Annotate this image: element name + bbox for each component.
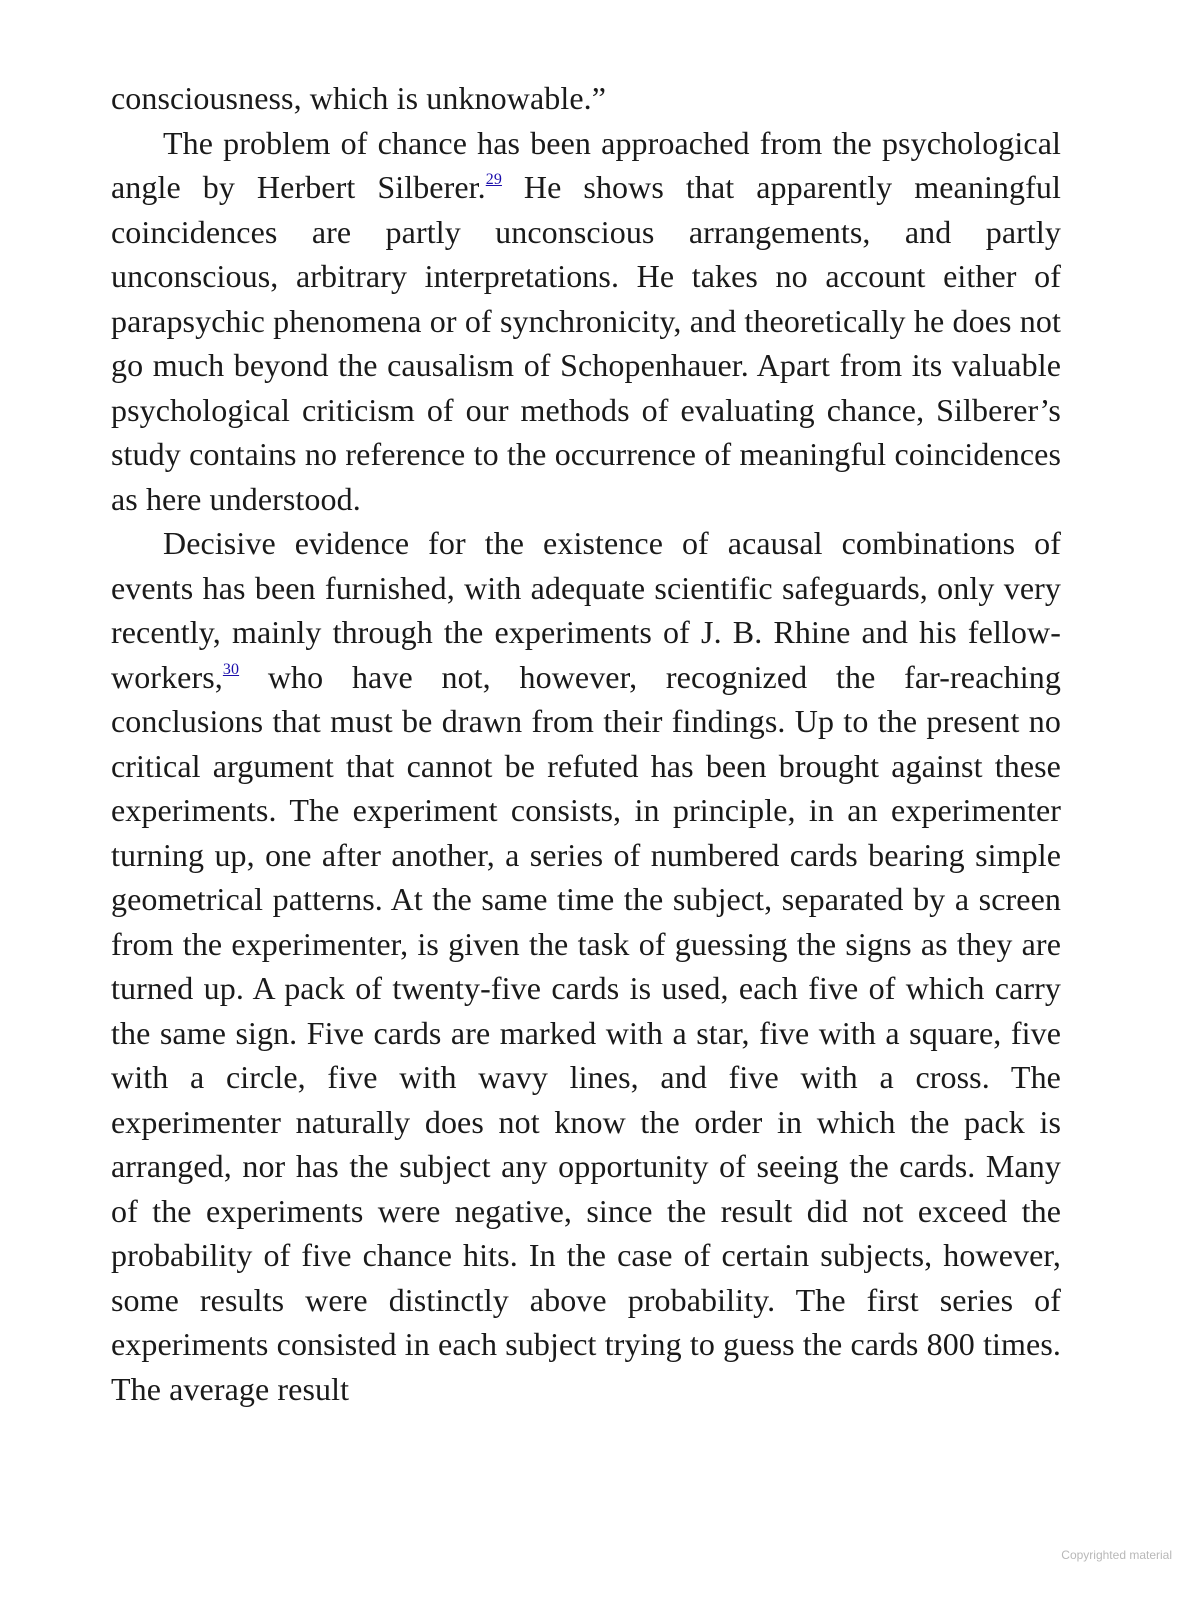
copyright-watermark: Copyrighted material (1061, 1548, 1172, 1562)
paragraph-text: He shows that apparently meaningful coincidences are partly unconscious arrangements, and partly unconscious, arbitrary interpretations. He takes no account either of parapsychic phenomena or of synchronicity, and theoretically he does not go much beyond the causalism of Schopenhauer. Apart from its valuable psychological criticism of our methods of evaluating chance, Silberer’s study contains no reference to the occurrence of meaningful coincidences as here understood. (111, 169, 1061, 517)
paragraph-text: who have not, however, recognized the far-reaching conclusions that must be drawn from their findings. Up to the present no critical argument that cannot be refuted has been brought against these experiments. The experiment consists, in principle, in an experimenter turning up, one after another, a series of numbered cards bearing simple geometrical patterns. At the same time the subject, separated by a screen from the experimenter, is given the task of guessing the signs as they are turned up. A pack of twenty-five cards is used, each five of which carry the same sign. Five cards are marked with a star, five with a square, five with a circle, five with wavy lines, and five with a cross. The experimenter naturally does not know the order in which the pack is arranged, nor has the subject any opportunity of seeing the cards. Many of the experiments were negative, since the result did not exceed the probability of five chance hits. In the case of certain subjects, however, some results were distinctly above probability. The first series of experiments consisted in each subject trying to guess the cards 800 times. The average result (111, 658, 1061, 1407)
paragraph (111, 121, 1061, 522)
paragraph (111, 76, 1061, 121)
paragraph-text: The problem of chance has been approached from the psychological angle by Herbert Silberer. (111, 124, 1061, 205)
footnote-ref-29[interactable]: 29 (485, 171, 502, 188)
page-body (111, 76, 1061, 1411)
paragraph-text: Decisive evidence for the existence of acausal combinations of events has been furnished, with adequate scientific safeguards, only very recently, mainly through the experiments of J. B. Rhine and his fellow-workers, (111, 525, 1061, 695)
paragraph-text: consciousness, which is unknowable.” (111, 80, 607, 116)
paragraph (111, 521, 1061, 1411)
footnote-ref-30[interactable]: 30 (222, 660, 240, 678)
